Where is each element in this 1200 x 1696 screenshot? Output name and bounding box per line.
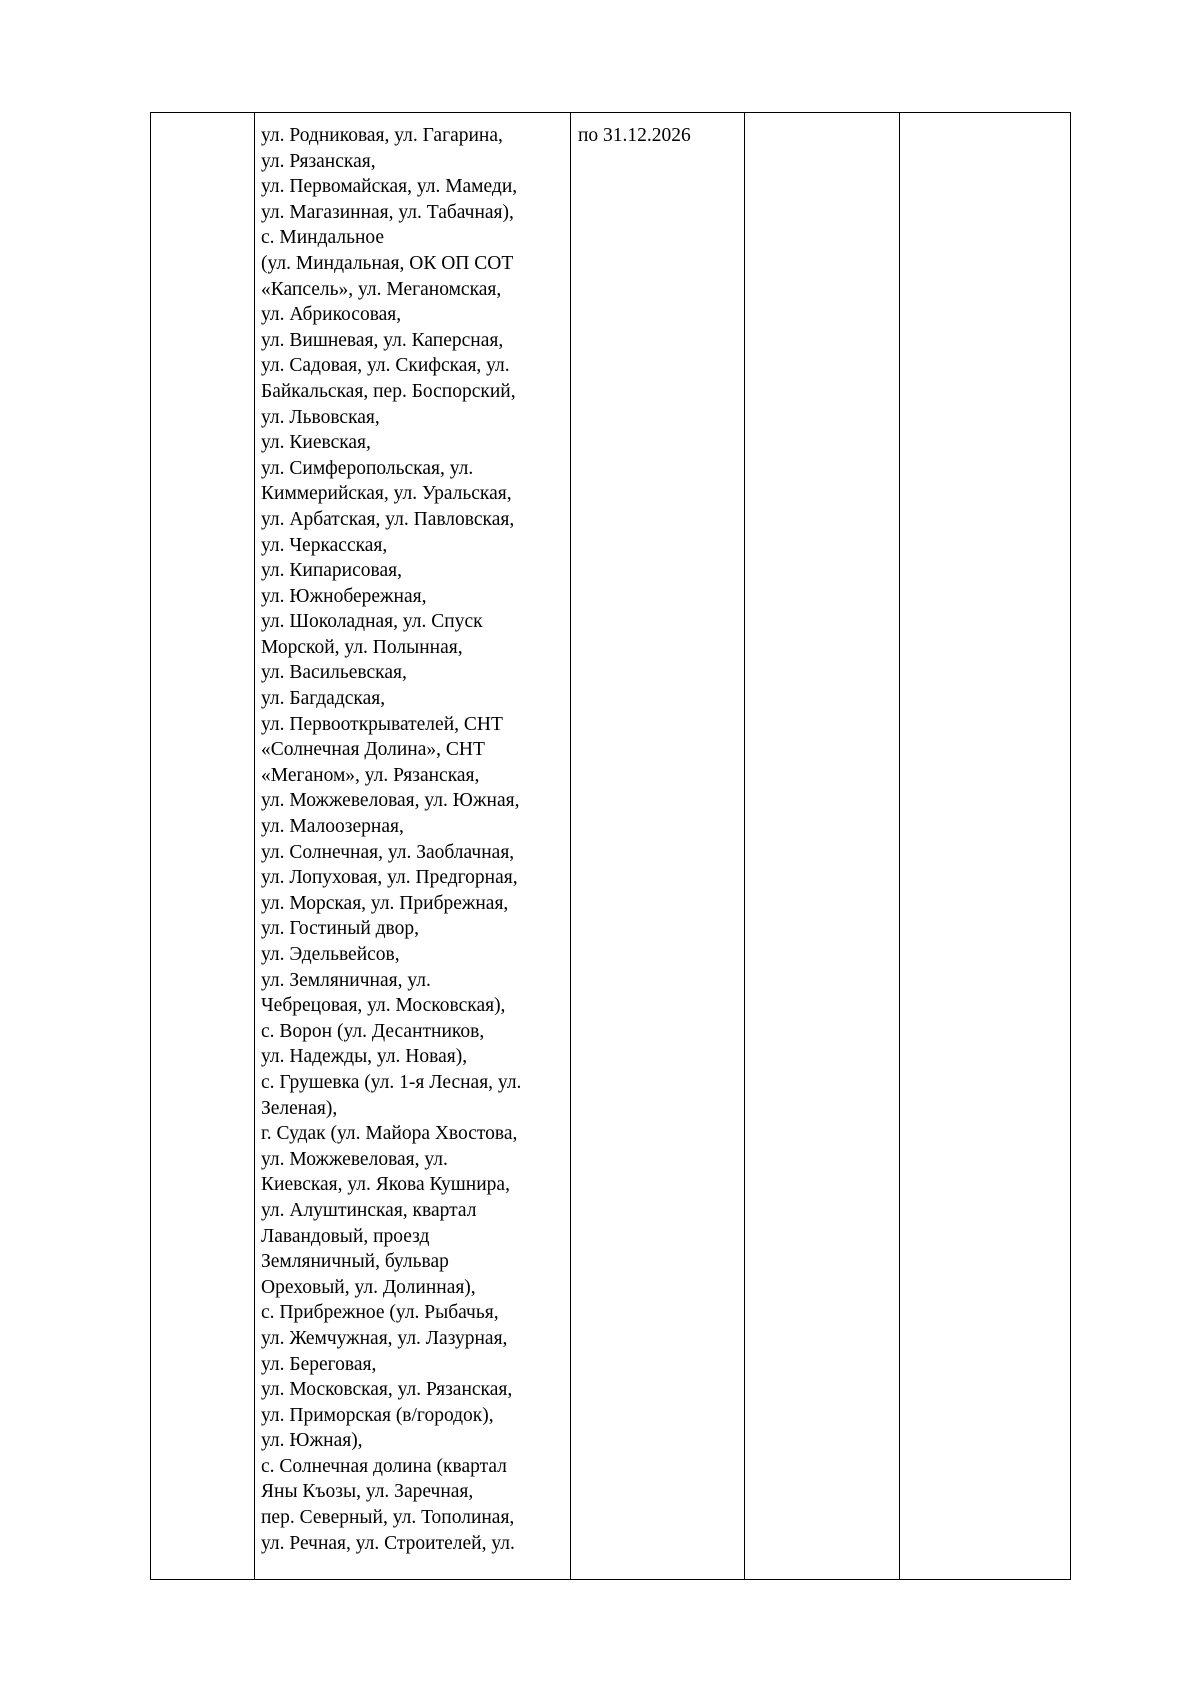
address-line: ул. Магазинная, ул. Табачная), [261,201,514,223]
address-line: с. Грушевка (ул. 1-я Лесная, ул. [261,1071,522,1093]
address-line: с. Прибрежное (ул. Рыбачья, [261,1302,499,1324]
address-line: ул. Первооткрывателей, СНТ [261,713,503,735]
address-line: (ул. Миндальная, ОК ОП СОТ [261,252,514,274]
address-line: ул. Московская, ул. Рязанская, [261,1379,513,1401]
address-line: Ореховый, ул. Долинная), [261,1276,476,1298]
address-line: Чебрецовая, ул. Московская), [261,995,506,1017]
address-line: ул. Первомайская, ул. Мамеди, [261,176,518,198]
address-line: ул. Гостиный двор, [261,918,419,940]
address-line: ул. Земляничная, ул. [261,969,431,991]
address-line: Киммерийская, ул. Уральская, [261,483,512,505]
address-line: Земляничный, бульвар [261,1251,449,1273]
address-line: ул. Кипарисовая, [261,560,402,582]
address-line: ул. Шоколадная, ул. Спуск [261,611,483,633]
address-line: «Капсель», ул. Меганомская, [261,278,502,300]
address-line: Зеленая), [261,1097,338,1119]
address-line: Лавандовый, проезд [261,1225,430,1247]
address-line: с. Солнечная долина (квартал [261,1455,507,1477]
address-line: ул. Абрикосовая, [261,304,402,326]
address-line: ул. Жемчужная, ул. Лазурная, [261,1327,508,1349]
address-line: ул. Арбатская, ул. Павловская, [261,508,515,530]
address-line: ул. Можжевеловая, ул. [261,1148,448,1170]
address-line: «Солнечная Долина», СНТ [261,739,485,761]
address-line: ул. Киевская, [261,432,371,454]
address-line: ул. Багдадская, [261,688,386,710]
address-line: г. Судак (ул. Майора Хвостова, [261,1123,518,1145]
address-line: пер. Северный, ул. Тополиная, [261,1507,515,1529]
empty-cell-4 [745,113,900,1580]
address-line: ул. Симферопольская, ул. [261,457,474,479]
empty-cell-5 [900,113,1071,1580]
address-line: ул. Южная), [261,1430,363,1452]
address-line: ул. Львовская, [261,406,380,428]
address-line: ул. Алуштинская, квартал [261,1199,477,1221]
address-line: ул. Можжевеловая, ул. Южная, [261,790,520,812]
address-line: «Меганом», ул. Рязанская, [261,764,480,786]
address-line: ул. Садовая, ул. Скифская, ул. [261,355,510,377]
address-line: ул. Рязанская, [261,150,376,172]
address-line: ул. Речная, ул. Строителей, ул. [261,1532,515,1554]
address-line: Киевская, ул. Якова Кушнира, [261,1174,510,1196]
validity-cell [571,113,745,1580]
address-list [255,113,570,1556]
address-line: ул. Черкасская, [261,534,388,556]
address-line: ул. Надежды, ул. Новая), [261,1046,468,1068]
address-line: ул. Южнобережная, [261,585,427,607]
table-row [151,113,1071,1580]
address-line: ул. Родниковая, ул. Гагарина, [261,125,503,146]
address-line: ул. Лопуховая, ул. Предгорная, [261,867,518,889]
address-table [150,112,1071,1580]
address-line: ул. Эдельвейсов, [261,944,400,965]
address-line: ул. Морская, ул. Прибрежная, [261,892,509,914]
number-cell [151,113,255,1580]
address-cell [255,113,571,1580]
address-line: с. Ворон (ул. Десантников, [261,1020,485,1042]
validity-date: по 31.12.2026 [578,125,691,146]
address-line: ул. Вишневая, ул. Каперсная, [261,329,504,351]
address-line: с. Миндальное [261,227,385,249]
address-line: Яны Къозы, ул. Заречная, [261,1481,474,1503]
address-line: ул. Береговая, [261,1353,377,1375]
address-line: Морской, ул. Полынная, [261,636,463,658]
address-line: Байкальская, пер. Боспорский, [261,380,516,402]
address-line: ул. Приморская (в/городок), [261,1404,494,1426]
address-line: ул. Солнечная, ул. Заоблачная, [261,841,515,863]
address-line: ул. Малоозерная, [261,816,404,838]
address-line: ул. Васильевская, [261,662,407,684]
